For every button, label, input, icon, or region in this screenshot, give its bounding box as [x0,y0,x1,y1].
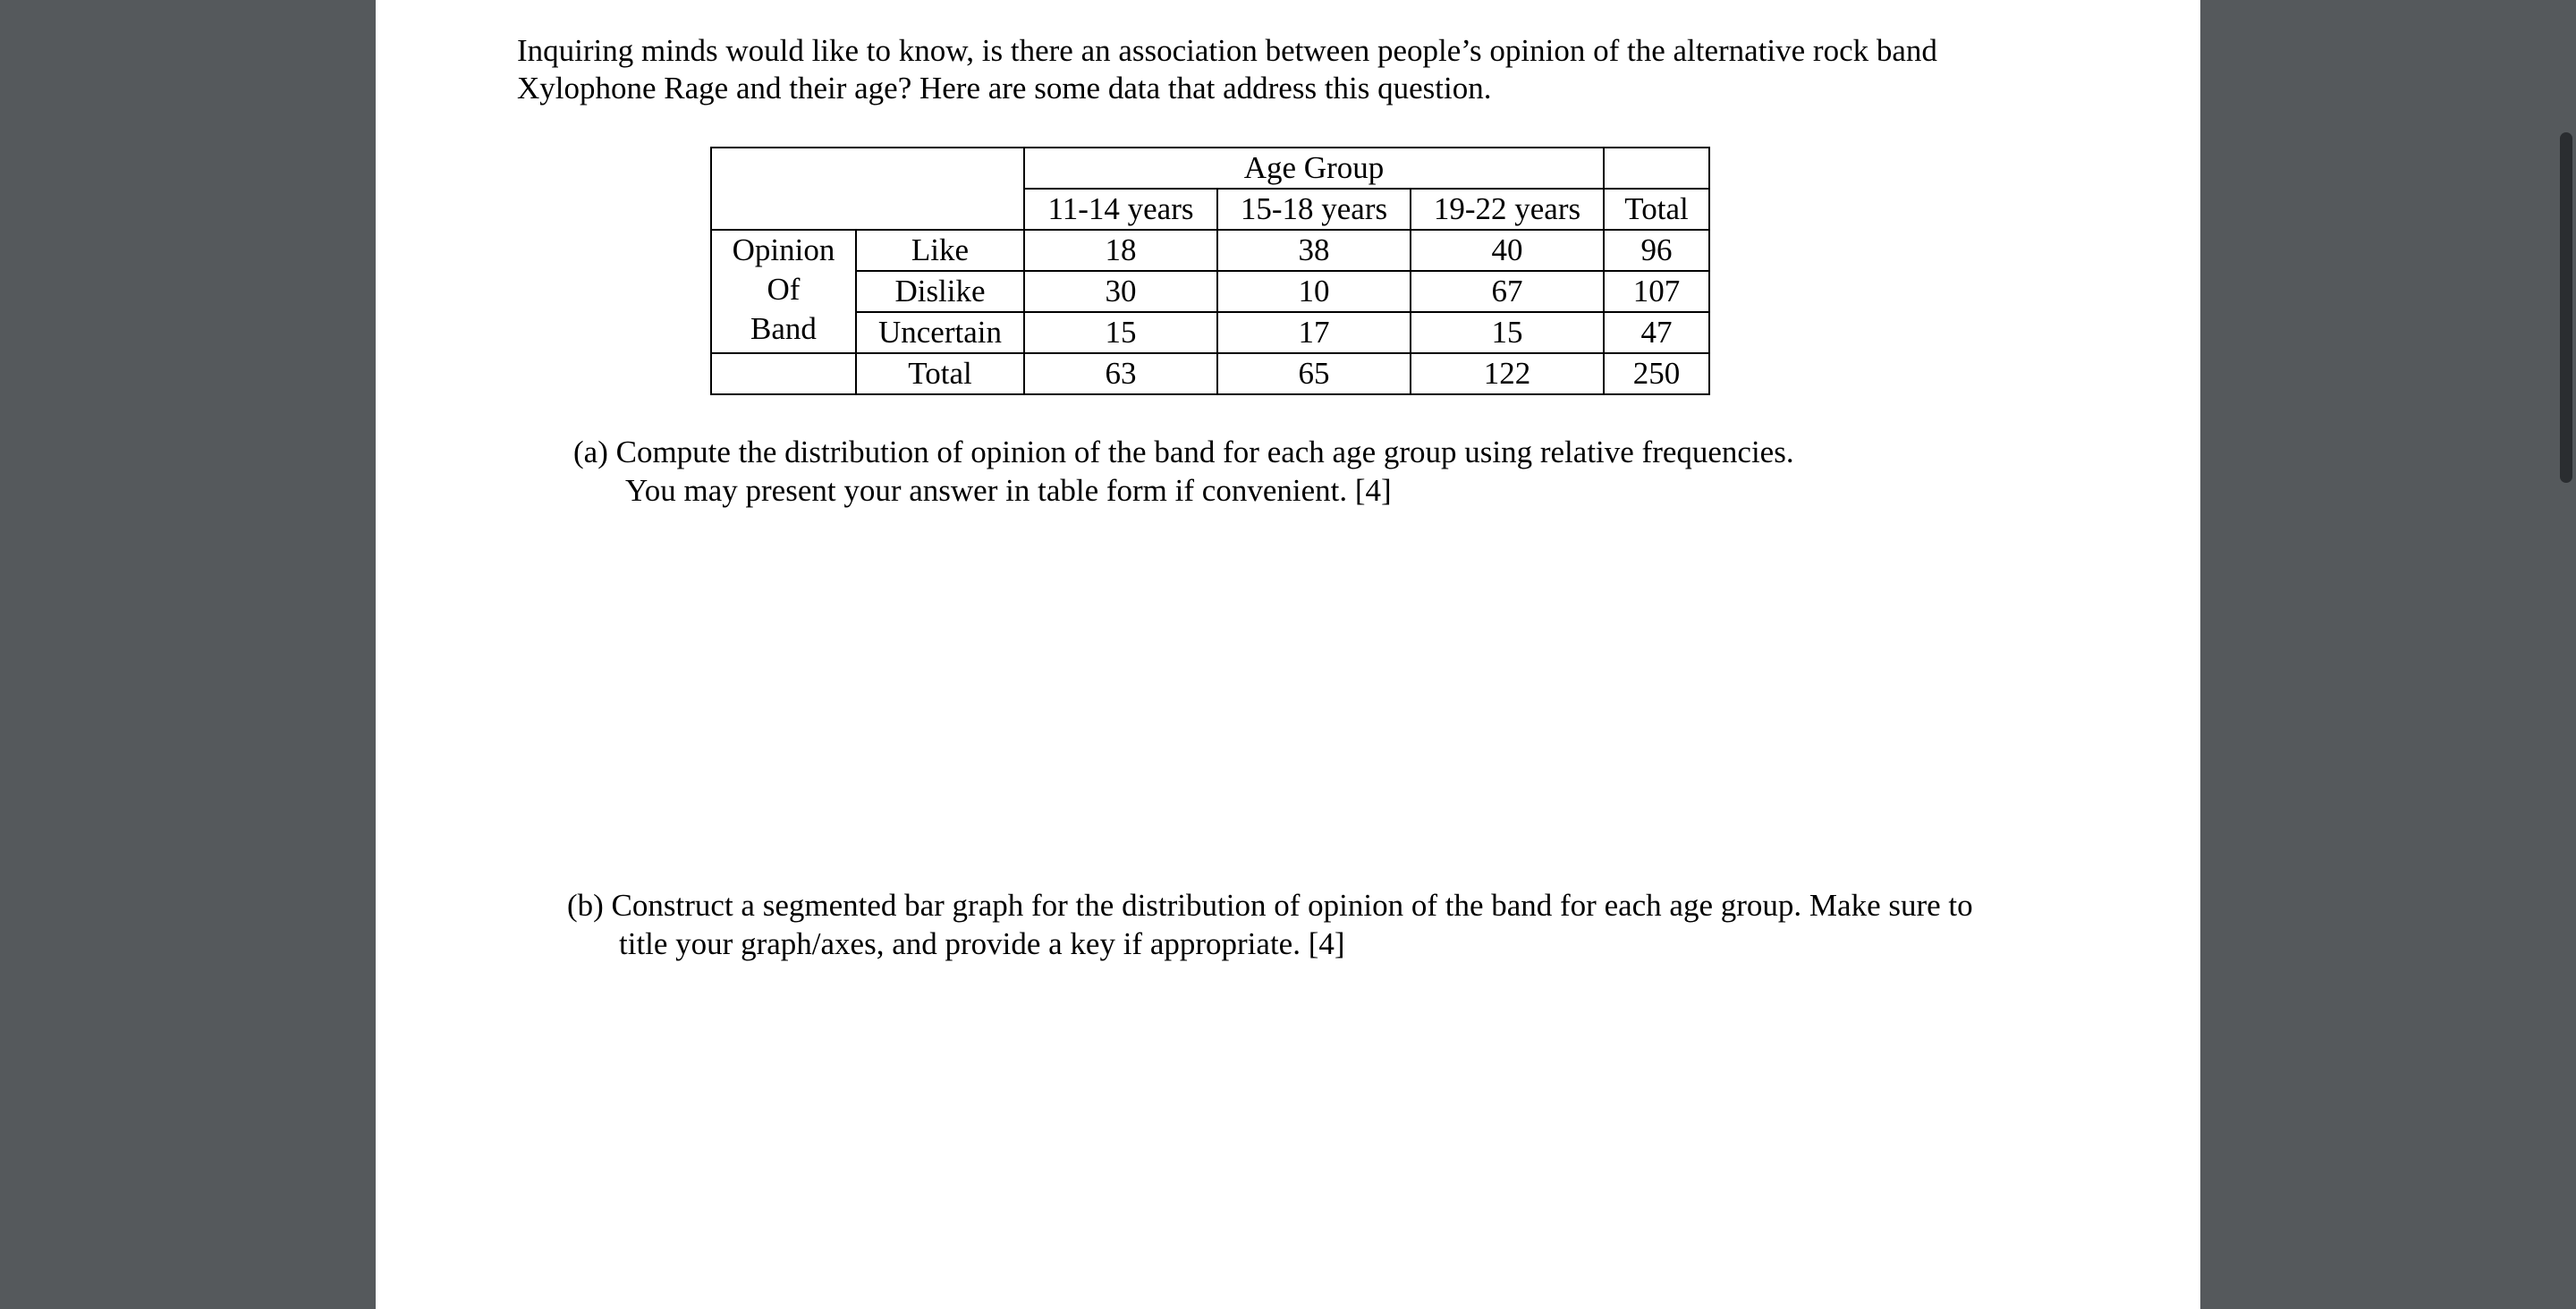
document-page [376,0,2200,1309]
row-group-label [711,230,856,353]
table-corner-cell [711,148,1024,230]
intro-line-2: Xylophone Rage and their age? Here are some data that address this question. [517,71,1492,106]
question-a [573,433,1794,510]
table-cell: 96 [1604,230,1709,271]
table-cell: 47 [1604,312,1709,353]
table-cell: 63 [1024,353,1217,394]
table-row [711,230,1709,271]
table-cell: 17 [1217,312,1411,353]
table-cell: 107 [1604,271,1709,312]
intro-paragraph [517,32,2091,107]
column-header: 11-14 years [1024,189,1217,230]
question-a-line-2: You may present your answer in table form if convenient. [4] [625,473,1392,508]
question-a-line-1: (a) Compute the distribution of opinion of the band for each age group using relative frequencies. [573,435,1794,469]
contingency-table [710,147,1710,395]
column-header: Total [1604,189,1709,230]
table-cell: 18 [1024,230,1217,271]
column-header: 19-22 years [1411,189,1604,230]
intro-line-1: Inquiring minds would like to know, is there an association between people’s opinion of the alternative rock band [517,33,1937,68]
table-total-row [711,353,1709,394]
row-group-label-line: Band [750,311,817,346]
table-cell: 30 [1024,271,1217,312]
table-cell: 38 [1217,230,1411,271]
question-b-line-2: title your graph/axes, and provide a key if appropriate. [4] [619,926,1345,961]
table-cell: 122 [1411,353,1604,394]
row-label: Uncertain [856,312,1024,353]
column-header: 15-18 years [1217,189,1411,230]
table-cell: 15 [1024,312,1217,353]
age-group-header: Age Group [1024,148,1604,189]
table-row [711,271,1709,312]
question-b-line-1: (b) Construct a segmented bar graph for the distribution of opinion of the band for each age group. Make sure to [567,888,1973,923]
row-label: Total [856,353,1024,394]
row-label: Like [856,230,1024,271]
table-header-blank [1604,148,1709,189]
table-cell: 10 [1217,271,1411,312]
table-cell: 250 [1604,353,1709,394]
table-cell: 67 [1411,271,1604,312]
scrollbar-thumb[interactable] [2560,132,2572,483]
row-label: Dislike [856,271,1024,312]
table-cell: 65 [1217,353,1411,394]
vertical-scrollbar[interactable] [2555,0,2576,1309]
table-row [711,312,1709,353]
row-group-label-line: Opinion [732,232,835,267]
table-cell: 40 [1411,230,1604,271]
total-row-blank [711,353,856,394]
question-b [567,886,1973,963]
table-header-row-1 [711,148,1709,189]
table-cell: 15 [1411,312,1604,353]
row-group-label-line: Of [767,272,801,307]
